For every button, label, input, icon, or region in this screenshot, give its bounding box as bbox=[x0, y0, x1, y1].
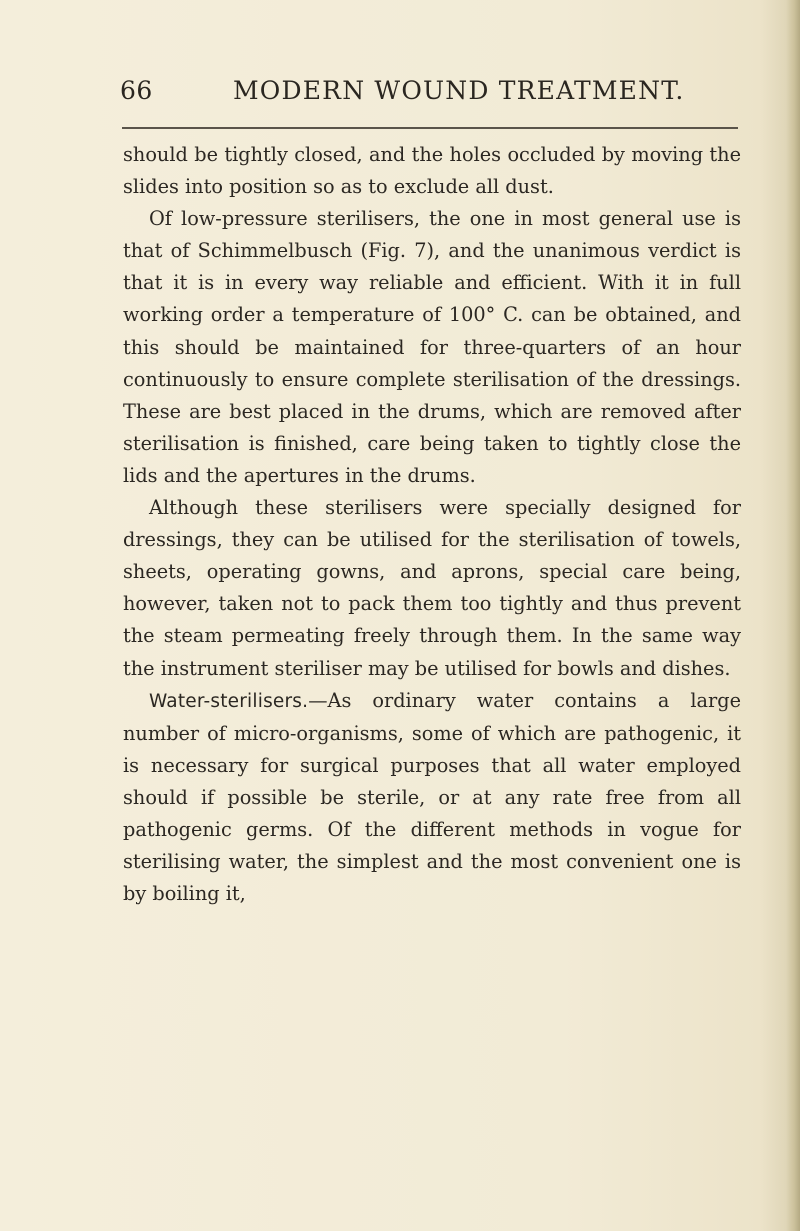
paragraph-1: should be tightly closed, and the holes occluded by moving the slides into position so as to exclude all dust. bbox=[123, 143, 741, 199]
running-head: MODERN WOUND TREATMENT. bbox=[233, 76, 685, 105]
page-header bbox=[120, 76, 738, 116]
paragraph-4-text: —As ordinary water contains a large number of micro-organisms, some of which are pathogenic, it is necessary for surgical purposes that all water employed should if possible be sterile, or at any rate free from all pathogenic germs. Of the different methods in vogue for sterilising water, the simplest and the most convenient one is by boiling it, bbox=[123, 688, 741, 906]
section-subheading: Water-sterilisers. bbox=[149, 690, 309, 712]
body-text bbox=[123, 139, 741, 910]
paragraph-2: Of low-pressure sterilisers, the one in most general use is that of Schimmelbusch (Fig. 7), and the unanimous verdict is that it is in every way reliable and efficient. With it in full working order a temperature of 100° C. can be obtained, and this should be maintained for three-quarters of an hour continuously to ensure complete sterilisation of the dressings. These are best placed in the drums, which are removed after sterilisation is finished, care being taken to tightly close the lids and the apertures in the drums. bbox=[123, 207, 741, 487]
paragraph-3: Although these sterilisers were specially designed for dressings, they can be utilised for the sterilisation of towels, sheets, operating gowns, and aprons, special care being, however, taken not to pack them too tightly and thus prevent the steam permeating freely through them. In the same way the instrument steriliser may be utilised for bowls and dishes. bbox=[123, 496, 741, 680]
paragraph-4 bbox=[123, 685, 741, 911]
header-rule bbox=[122, 127, 738, 129]
page-edge-shadow bbox=[786, 0, 800, 1231]
page-number: 66 bbox=[120, 76, 153, 105]
